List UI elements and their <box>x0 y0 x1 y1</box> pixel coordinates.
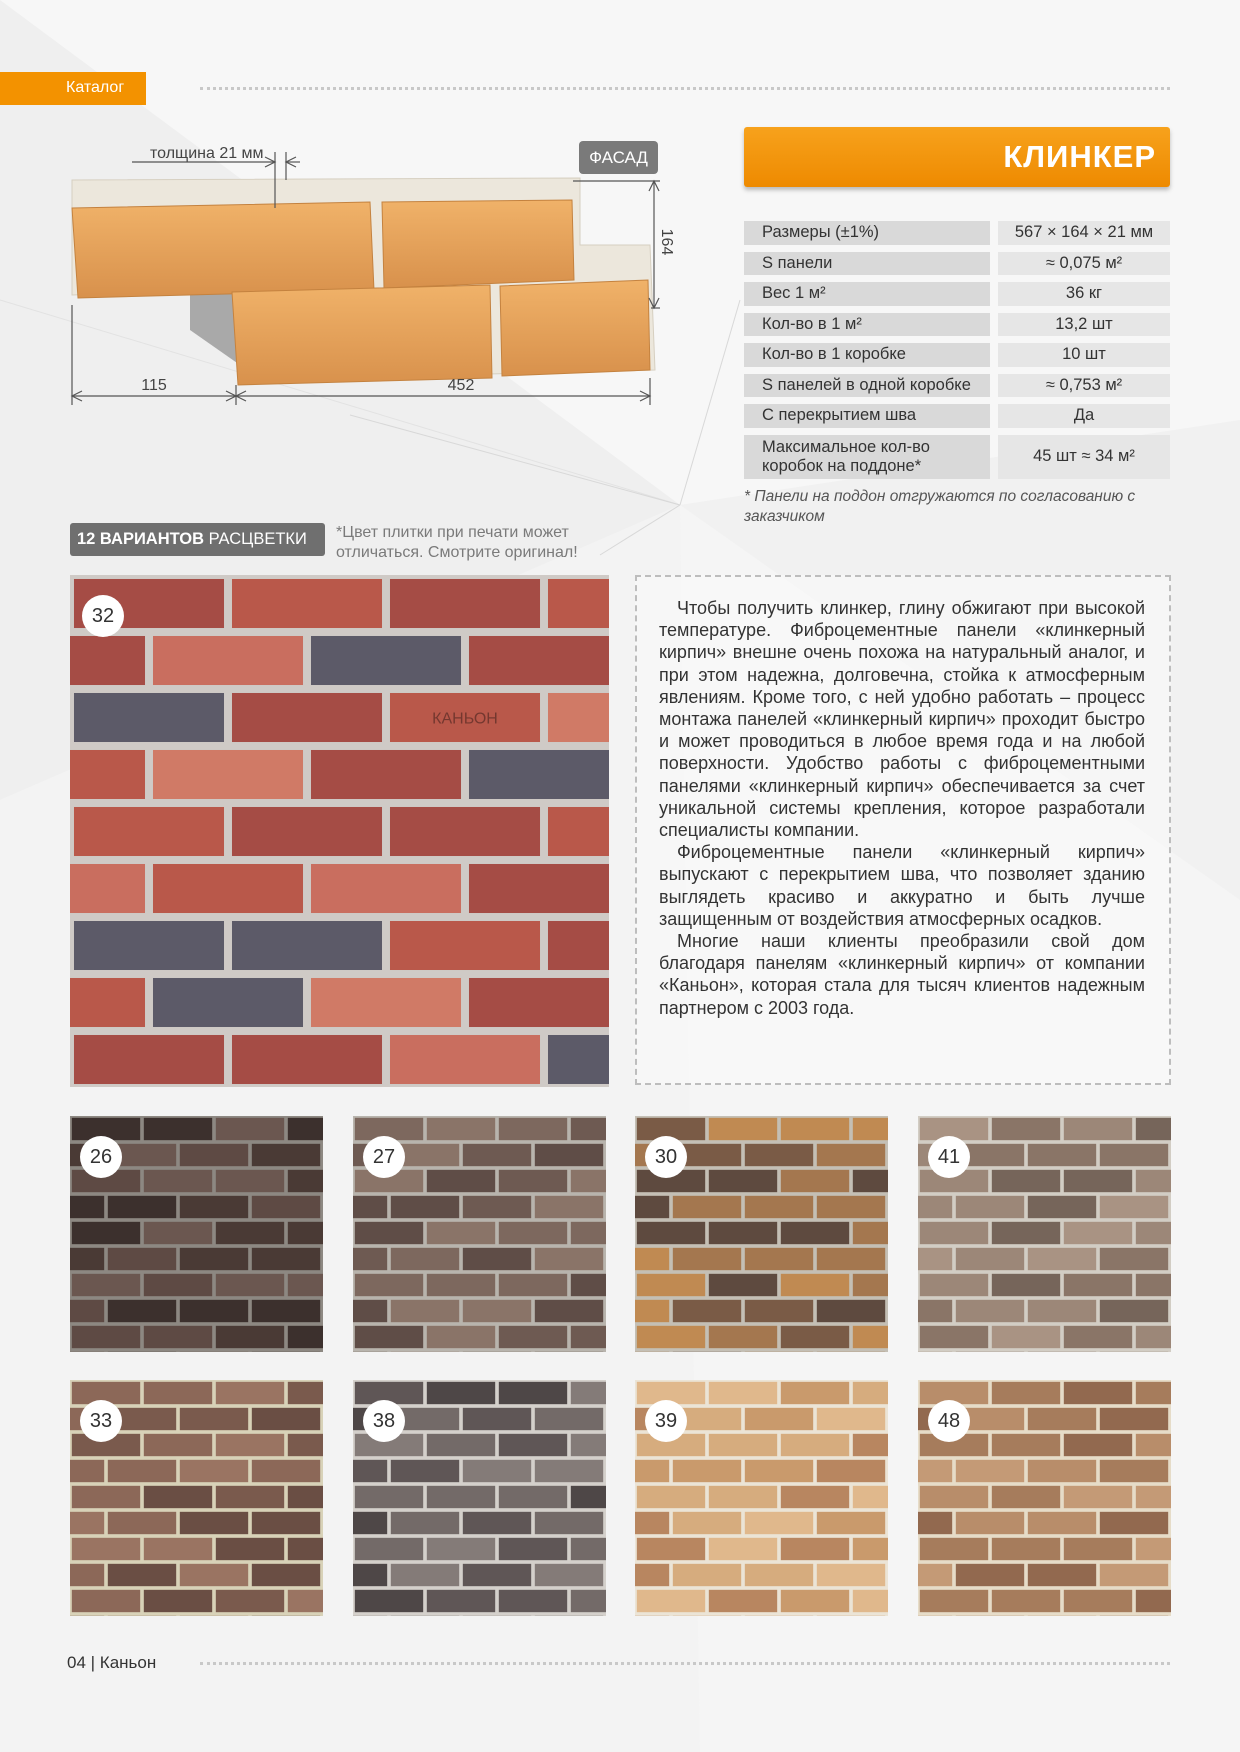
swatch-number: 48 <box>928 1400 970 1442</box>
spec-row <box>744 435 1170 479</box>
color-swatch[interactable] <box>353 1116 606 1352</box>
spec-row <box>744 404 1170 428</box>
color-swatch[interactable] <box>70 1380 323 1616</box>
width-dimension: 452 <box>447 377 475 394</box>
spec-row <box>744 282 1170 306</box>
color-swatch[interactable] <box>353 1380 606 1616</box>
spec-label: Кол-во в 1 м² <box>744 313 990 337</box>
spec-label: Вес 1 м² <box>744 282 990 306</box>
spec-table <box>744 221 1170 486</box>
spec-value: 45 шт ≈ 34 м² <box>998 435 1170 479</box>
spec-label: S панели <box>744 252 990 276</box>
left-dimension: 115 <box>141 377 167 394</box>
spec-row <box>744 252 1170 276</box>
color-swatch[interactable] <box>70 1116 323 1352</box>
spec-value: 567 × 164 × 21 мм <box>998 221 1170 245</box>
facade-badge: ФАСАД <box>579 141 658 174</box>
spec-footnote: * Панели на поддон отгружаются по согласованию с заказчиком <box>744 488 1136 525</box>
color-swatch[interactable] <box>918 1380 1171 1616</box>
spec-value: ≈ 0,075 м² <box>998 252 1170 276</box>
thickness-label: толщина 21 мм <box>150 145 264 162</box>
header-divider <box>200 87 1170 90</box>
spec-value: 10 шт <box>998 343 1170 367</box>
spec-label: Кол-во в 1 коробке <box>744 343 990 367</box>
spec-value: 36 кг <box>998 282 1170 306</box>
swatch-number: 30 <box>645 1136 687 1178</box>
spec-value: 13,2 шт <box>998 313 1170 337</box>
color-swatch[interactable] <box>635 1380 888 1616</box>
spec-row <box>744 343 1170 367</box>
spec-value: ≈ 0,753 м² <box>998 374 1170 398</box>
spec-label: Размеры (±1%) <box>744 221 990 245</box>
swatch-number: 26 <box>80 1136 122 1178</box>
product-title: КЛИНКЕР <box>744 127 1170 187</box>
height-dimension: 164 <box>658 228 675 256</box>
description-paragraph: Фиброцементные панели «клинкерный кирпич» выпускают с перекрытием шва, что позволяет зданию выглядеть красиво и аккуратно и быть лучше защищенным от воздействия атмосферных осадков. <box>659 842 1145 929</box>
swatch-number: 33 <box>80 1400 122 1442</box>
page-number: 04 <box>67 1653 86 1672</box>
color-swatch-main[interactable] <box>70 575 609 1087</box>
color-swatch[interactable] <box>635 1116 888 1352</box>
panel-diagram <box>60 130 700 470</box>
brick-texture <box>70 575 609 1087</box>
category-tab[interactable]: Каталог <box>0 72 146 105</box>
footer-divider <box>200 1662 1170 1665</box>
variants-label: РАСЦВЕТКИ <box>204 530 307 548</box>
spec-label: С перекрытием шва <box>744 404 990 428</box>
swatch-number: 38 <box>363 1400 405 1442</box>
spec-label: Максимальное кол-во коробок на поддоне* <box>744 435 990 479</box>
brick-stamp: КАНЬОН <box>432 710 498 728</box>
footer: 04 | Каньон <box>67 1653 157 1672</box>
swatch-number: 41 <box>928 1136 970 1178</box>
description-box <box>635 575 1171 1085</box>
swatch-number: 27 <box>363 1136 405 1178</box>
swatch-number: 39 <box>645 1400 687 1442</box>
footer-brand: Каньон <box>99 1653 157 1672</box>
brick-panel <box>72 200 650 385</box>
swatch-number: 32 <box>82 595 124 637</box>
spec-value: Да <box>998 404 1170 428</box>
spec-row <box>744 374 1170 398</box>
color-disclaimer: *Цвет плитки при печати может отличаться. Смотрите оригинал! <box>336 524 578 561</box>
description-paragraph: Чтобы получить клинкер, глину обжигают при высокой температуре. Фиброцементные панели «клинкерный кирпич» внешне очень похожа на натуральный аналог, и при этом надежна, долговечна, стойка к атмосферным явлениям. Кроме того, с ней удобно работать – процесс монтажа панелей «клинкерный кирпич» проходит быстро и может проводиться в любое время года и на любой поверхности. Удобство работы с фиброцементными панелями «клинкерный кирпич» обеспечивается за счет уникальной системы крепления, которое разработали специалисты компании. <box>659 598 1145 841</box>
variants-count: 12 ВАРИАНТОВ <box>77 530 205 548</box>
description-paragraph: Многие наши клиенты преобразили свой дом благодаря панелям «клинкерный кирпич» от компании «Каньон», которая стала для тысяч клиентов надежным партнером с 2003 года. <box>659 931 1145 1018</box>
spec-row <box>744 221 1170 245</box>
spec-label: S панелей в одной коробке <box>744 374 990 398</box>
variants-badge <box>70 523 325 556</box>
spec-row <box>744 313 1170 337</box>
color-swatch[interactable] <box>918 1116 1171 1352</box>
